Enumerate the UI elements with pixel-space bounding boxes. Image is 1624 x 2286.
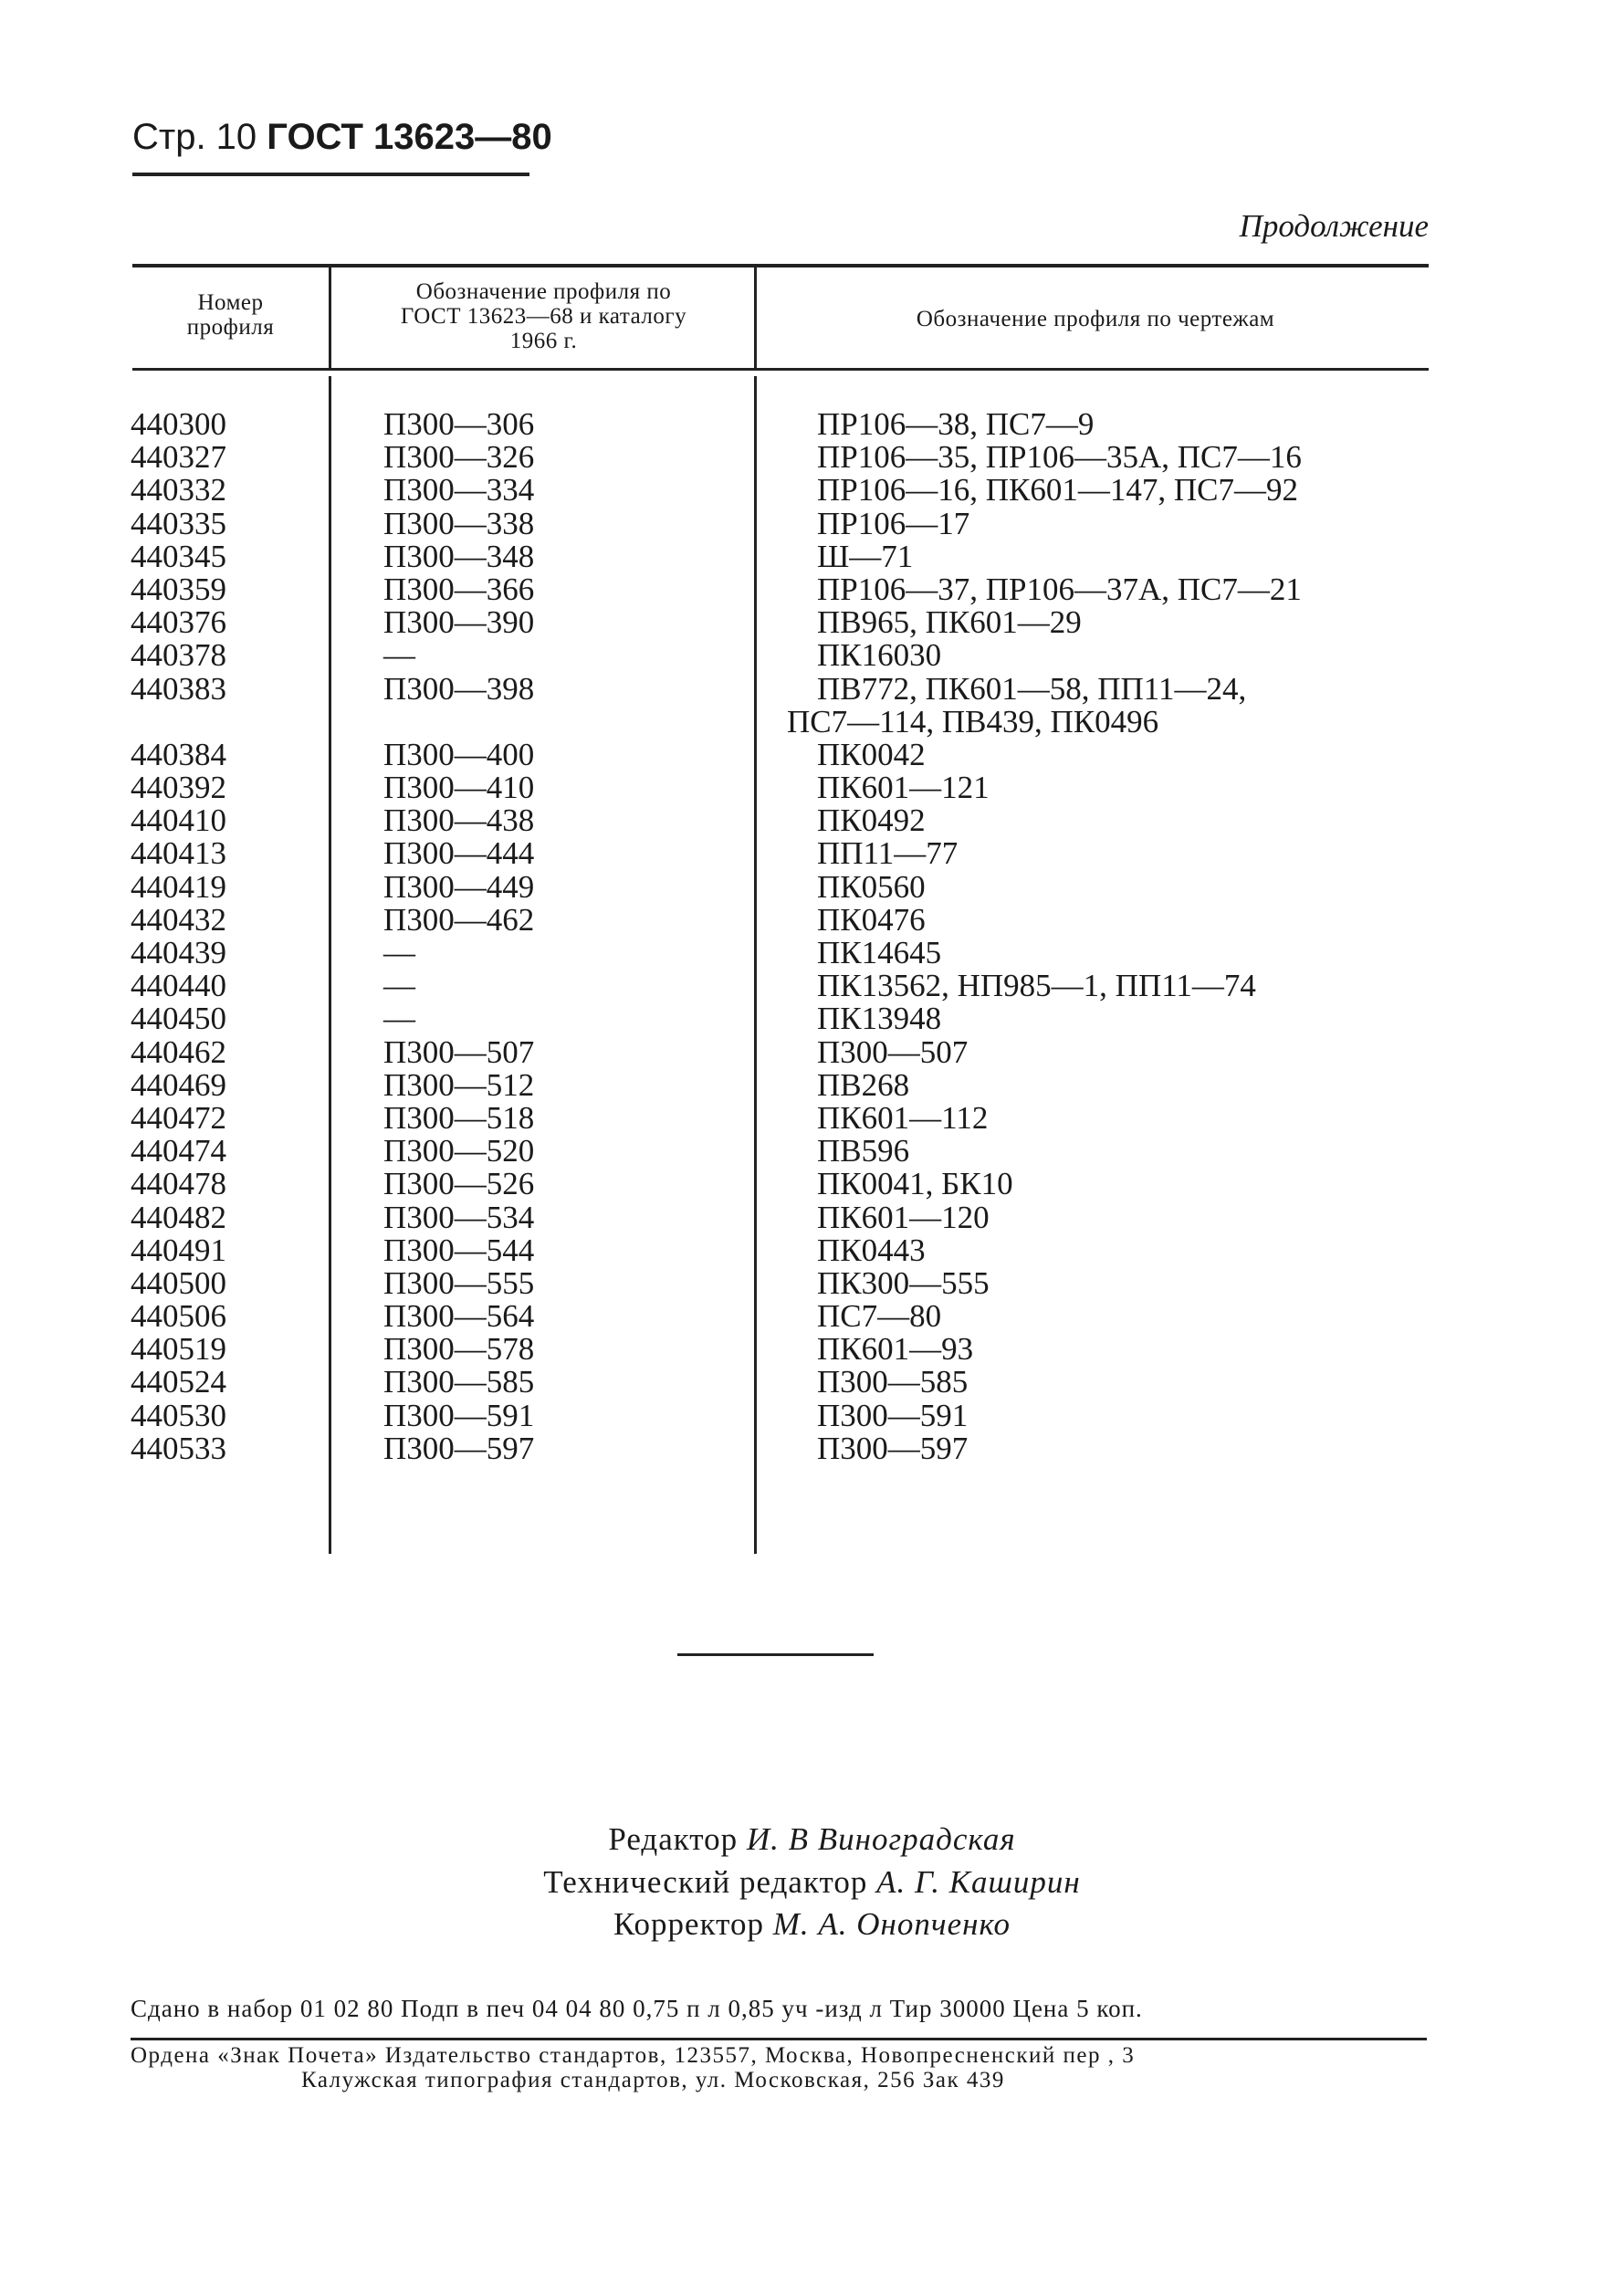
column-header-gost-line: ГОСТ 13623—68 и каталогу — [400, 304, 687, 329]
column-header-number — [137, 290, 324, 340]
drawing-designation-cell: ПК0443 — [817, 1232, 926, 1268]
credit-tech-name: А. Г. Каширин — [876, 1864, 1081, 1900]
table-row — [0, 1135, 1624, 1168]
page-number: Стр. 10 — [132, 117, 257, 157]
column-divider-header-1 — [329, 267, 331, 368]
gost-designation-cell: П300—444 — [383, 835, 535, 872]
drawing-designation-cell: ПВ268 — [817, 1066, 910, 1103]
profile-number-cell: 440440 — [131, 968, 226, 1004]
credit-corrector — [0, 1906, 1624, 1943]
standard-number: 13623—80 — [373, 117, 552, 157]
separator-rule — [677, 1653, 874, 1656]
profile-number-cell: 440384 — [131, 736, 226, 772]
gost-designation-cell: — — [383, 935, 415, 970]
gost-designation-cell: П300—564 — [383, 1298, 535, 1335]
drawing-designation-cell: ПР106—16, ПК601—147, ПС7—92 — [817, 472, 1298, 509]
column-divider-header-2 — [754, 267, 757, 368]
profile-number-cell: 440327 — [131, 439, 226, 476]
profile-number-cell: 440530 — [131, 1397, 226, 1433]
gost-designation-cell: П300—534 — [383, 1199, 535, 1235]
drawing-designation-cell: ПС7—80 — [817, 1298, 942, 1335]
table-row — [0, 606, 1624, 639]
gost-designation-cell: П300—520 — [383, 1133, 535, 1169]
table-row — [0, 1168, 1624, 1201]
drawing-designation-cell: ПК601—121 — [817, 770, 990, 806]
gost-designation-cell: П300—438 — [383, 802, 535, 839]
column-header-gost — [336, 279, 751, 353]
gost-designation-cell: П300—410 — [383, 770, 535, 806]
gost-designation-cell: П300—338 — [383, 505, 535, 541]
drawing-designation-cell: ПК14645 — [817, 935, 942, 970]
gost-designation-cell: — — [383, 1001, 415, 1037]
gost-designation-cell: П300—518 — [383, 1099, 535, 1136]
credit-corrector-role: Корректор — [613, 1906, 764, 1942]
table-row — [0, 1099, 1624, 1136]
profile-number-cell: 440482 — [131, 1199, 226, 1235]
drawing-designation-cell: П300—597 — [817, 1430, 969, 1466]
profile-number-cell: 440439 — [131, 935, 226, 970]
drawing-designation-cell: ПК13562, НП985—1, ПП11—74 — [817, 968, 1256, 1004]
drawing-designation-cell: ПК601—112 — [817, 1099, 989, 1136]
profile-number-cell: 440533 — [131, 1430, 226, 1466]
footer-publisher: Ордена «Знак Почета» Издательство стандартов, 123557, Москва, Новопресненский пер , 3 — [131, 2043, 1136, 2068]
footer-printer: Калужская типография стандартов, ул. Московская, 256 Зак 439 — [301, 2068, 1005, 2092]
credit-corrector-name: М. А. Онопченко — [772, 1906, 1011, 1942]
drawing-designation-cell: ПК601—120 — [817, 1199, 990, 1235]
table-row-continuation — [0, 703, 1624, 739]
table-body — [0, 408, 1624, 1465]
table-row — [0, 970, 1624, 1002]
footer-rule — [131, 2038, 1427, 2040]
table-row — [0, 1066, 1624, 1103]
table-row — [0, 505, 1624, 541]
gost-designation-cell: П300—544 — [383, 1232, 535, 1268]
profile-number-cell: 440392 — [131, 770, 226, 806]
table-row — [0, 804, 1624, 837]
profile-number-cell: 440332 — [131, 472, 226, 509]
table-row — [0, 837, 1624, 870]
gost-designation-cell: П300—578 — [383, 1331, 535, 1368]
header-rule — [132, 173, 529, 176]
gost-designation-cell: — — [383, 637, 415, 674]
column-header-gost-line: Обозначение профиля по — [415, 279, 672, 304]
drawing-designation-cell: ПВ596 — [817, 1133, 910, 1169]
drawing-designation-cell: П300—585 — [817, 1364, 969, 1400]
profile-number-cell: 440335 — [131, 505, 226, 541]
table-row — [0, 1002, 1624, 1035]
table-row — [0, 1300, 1624, 1333]
print-info: Сдано в набор 01 02 80 Подп в печ 04 04 80 0,75 п л 0,85 уч -изд л Тир 30000 Цена 5 коп. — [131, 1995, 1143, 2022]
profile-number-cell: 440478 — [131, 1166, 226, 1202]
gost-designation-cell: П300—326 — [383, 439, 535, 476]
drawing-designation-cell: ПВ965, ПК601—29 — [817, 604, 1082, 641]
column-header-number-line: Номер — [197, 290, 264, 315]
table-row — [0, 670, 1624, 707]
gost-designation-cell: П300—348 — [383, 538, 535, 574]
credit-editor-name: И. В Виноградская — [746, 1821, 1016, 1857]
profile-number-cell: 440410 — [131, 802, 226, 839]
drawing-designation-cell: ПК0492 — [817, 802, 926, 839]
credit-tech-role: Технический редактор — [543, 1864, 868, 1900]
standard-label: ГОСТ — [267, 117, 363, 157]
gost-designation-cell: П300—366 — [383, 571, 535, 607]
gost-designation-cell: П300—462 — [383, 901, 535, 938]
drawing-designation-cell: Ш—71 — [817, 538, 914, 574]
table-row — [0, 639, 1624, 672]
gost-designation-cell: П300—512 — [383, 1066, 535, 1103]
column-header-gost-line: 1966 г. — [509, 329, 578, 353]
column-header-drawings — [762, 307, 1429, 331]
column-header-number-line: профиля — [186, 315, 275, 340]
drawing-designation-cell: ПП11—77 — [817, 835, 959, 872]
continuation-label: Продолжение — [1239, 208, 1429, 244]
gost-designation-cell: П300—449 — [383, 868, 535, 905]
profile-number-cell: 440519 — [131, 1331, 226, 1368]
profile-number-cell: 440450 — [131, 1001, 226, 1037]
gost-designation-cell: П300—591 — [383, 1397, 535, 1433]
profile-number-cell: 440345 — [131, 538, 226, 574]
drawing-designation-cell: ПВ772, ПК601—58, ПП11—24, — [817, 670, 1247, 707]
profile-number-cell: 440413 — [131, 835, 226, 872]
drawing-designation-cell: ПР106—17 — [817, 505, 970, 541]
profile-number-cell: 440491 — [131, 1232, 226, 1268]
table-row — [0, 540, 1624, 573]
drawing-designation-cell: ПР106—37, ПР106—37А, ПС7—21 — [817, 571, 1302, 607]
gost-designation-cell: П300—306 — [383, 406, 535, 442]
column-header-drawings-line: Обозначение профиля по чертежам — [916, 307, 1275, 331]
gost-designation-cell: П300—555 — [383, 1264, 535, 1301]
table-row — [0, 1201, 1624, 1234]
profile-number-cell: 440376 — [131, 604, 226, 641]
profile-number-cell: 440469 — [131, 1066, 226, 1103]
table-top-rule — [132, 264, 1429, 267]
table-row — [0, 1234, 1624, 1267]
profile-number-cell: 440300 — [131, 406, 226, 442]
table-row — [0, 1264, 1624, 1301]
table-row — [0, 1432, 1624, 1465]
table-row — [0, 441, 1624, 474]
gost-designation-cell: П300—334 — [383, 472, 535, 509]
page-header — [132, 117, 552, 158]
drawing-designation-cell: ПК0042 — [817, 736, 926, 772]
drawing-designation-cell: ПК300—555 — [817, 1264, 990, 1301]
credit-tech-editor — [0, 1864, 1624, 1901]
table-row — [0, 736, 1624, 772]
table-row — [0, 937, 1624, 970]
profile-number-cell: 440383 — [131, 670, 226, 707]
profile-number-cell: 440472 — [131, 1099, 226, 1136]
table-header-rule — [132, 368, 1429, 371]
table-row — [0, 1333, 1624, 1366]
credit-editor — [0, 1821, 1624, 1858]
table-row — [0, 901, 1624, 938]
drawing-designation-cell: ПС7—114, ПВ439, ПК0496 — [787, 703, 1159, 739]
profile-number-cell: 440419 — [131, 868, 226, 905]
drawing-designation-cell: П300—507 — [817, 1033, 969, 1070]
table-row — [0, 1033, 1624, 1070]
profile-number-cell: 440506 — [131, 1298, 226, 1335]
profile-number-cell: 440432 — [131, 901, 226, 938]
gost-designation-cell: П300—390 — [383, 604, 535, 641]
credit-editor-role: Редактор — [608, 1821, 739, 1857]
gost-designation-cell: П300—597 — [383, 1430, 535, 1466]
table-row — [0, 474, 1624, 507]
gost-designation-cell: П300—585 — [383, 1364, 535, 1400]
table-row — [0, 868, 1624, 905]
drawing-designation-cell: ПК16030 — [817, 637, 942, 674]
drawing-designation-cell: ПР106—35, ПР106—35А, ПС7—16 — [817, 439, 1302, 476]
drawing-designation-cell: ПК601—93 — [817, 1331, 974, 1368]
gost-designation-cell: П300—400 — [383, 736, 535, 772]
gost-designation-cell: П300—526 — [383, 1166, 535, 1202]
drawing-designation-cell: ПР106—38, ПС7—9 — [817, 406, 1095, 442]
table-row — [0, 1397, 1624, 1433]
profile-number-cell: 440500 — [131, 1264, 226, 1301]
table-row — [0, 1366, 1624, 1399]
drawing-designation-cell: ПК13948 — [817, 1001, 942, 1037]
profile-number-cell: 440378 — [131, 637, 226, 674]
drawing-designation-cell: ПК0560 — [817, 868, 926, 905]
profile-number-cell: 440359 — [131, 571, 226, 607]
gost-designation-cell: П300—507 — [383, 1033, 535, 1070]
table-row — [0, 573, 1624, 606]
gost-designation-cell: — — [383, 968, 415, 1004]
drawing-designation-cell: П300—591 — [817, 1397, 969, 1433]
profile-number-cell: 440524 — [131, 1364, 226, 1400]
table-row — [0, 408, 1624, 441]
profile-number-cell: 440474 — [131, 1133, 226, 1169]
table-row — [0, 771, 1624, 804]
drawing-designation-cell: ПК0041, БК10 — [817, 1166, 1013, 1202]
gost-designation-cell: П300—398 — [383, 670, 535, 707]
drawing-designation-cell: ПК0476 — [817, 901, 926, 938]
profile-number-cell: 440462 — [131, 1033, 226, 1070]
